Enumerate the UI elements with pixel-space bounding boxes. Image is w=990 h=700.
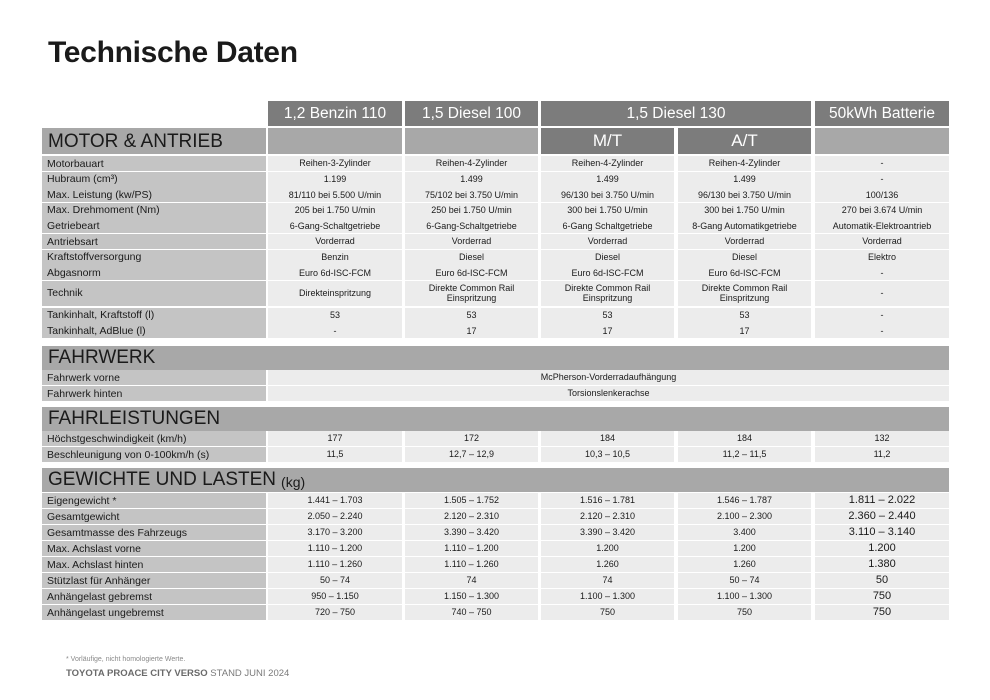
row-value: Diesel <box>678 250 811 265</box>
row-value: 270 bei 3.674 U/min <box>815 203 949 218</box>
table-row <box>42 525 949 540</box>
row-value: 1.441 – 1.703 <box>268 493 402 508</box>
col-header-battery: 50kWh Batterie <box>815 101 949 126</box>
row-label: Max. Leistung (kw/PS) <box>42 187 266 202</box>
row-value: 96/130 bei 3.750 U/min <box>678 187 811 202</box>
row-value: Vorderrad <box>815 234 949 249</box>
row-label: Technik <box>42 281 266 306</box>
row-value: 10,3 – 10,5 <box>541 447 674 462</box>
row-value: 1.499 <box>541 172 674 187</box>
row-value: Reihen-3-Zylinder <box>268 156 402 171</box>
row-value: 2.120 – 2.310 <box>405 509 538 524</box>
row-label: Max. Achslast hinten <box>42 557 266 572</box>
section-gewichte-title: GEWICHTE UND LASTEN <box>48 469 277 490</box>
row-value: 8-Gang Automatikgetriebe <box>678 218 811 233</box>
row-value: 1.100 – 1.300 <box>678 589 811 604</box>
row-value: Automatik-Elektroantrieb <box>815 218 949 233</box>
row-value: Elektro <box>815 250 949 265</box>
row-value: 1.200 <box>815 541 949 556</box>
row-value: 1.260 <box>541 557 674 572</box>
row-value: 50 – 74 <box>678 573 811 588</box>
row-value: 3.400 <box>678 525 811 540</box>
row-label: Gesamtmasse des Fahrzeugs <box>42 525 266 540</box>
row-label: Höchstgeschwindigkeit (km/h) <box>42 431 266 446</box>
row-value: 1.380 <box>815 557 949 572</box>
col-header-at: A/T <box>678 128 811 154</box>
row-value: 11,2 <box>815 447 949 462</box>
footer <box>66 668 289 679</box>
row-value: Diesel <box>405 250 538 265</box>
section-gewichte-unit: (kg) <box>281 474 306 490</box>
row-label: Max. Drehmoment (Nm) <box>42 203 266 218</box>
row-value: 6-Gang Schaltgetriebe <box>541 218 674 233</box>
table-row <box>42 203 949 218</box>
row-value: 1.200 <box>678 541 811 556</box>
row-value: 53 <box>405 308 538 323</box>
col-header-blank-battery <box>815 128 949 154</box>
row-value: 6-Gang-Schaltgetriebe <box>405 218 538 233</box>
row-value: 205 bei 1.750 U/min <box>268 203 402 218</box>
row-value: - <box>815 323 949 338</box>
row-value: 750 <box>815 589 949 604</box>
row-value: 53 <box>678 308 811 323</box>
row-value: Vorderrad <box>678 234 811 249</box>
table-row <box>42 370 949 385</box>
col-header-diesel-100: 1,5 Diesel 100 <box>405 101 538 126</box>
row-value: 184 <box>678 431 811 446</box>
row-value: 11,2 – 11,5 <box>678 447 811 462</box>
row-value: 750 <box>815 605 949 620</box>
col-header-mt: M/T <box>541 128 674 154</box>
row-value: - <box>815 172 949 187</box>
row-value: 1.110 – 1.200 <box>268 541 402 556</box>
table-row <box>42 172 949 187</box>
col-header-diesel-130: 1,5 Diesel 130 <box>541 101 811 126</box>
row-value: Euro 6d-ISC-FCM <box>268 265 402 280</box>
row-value: 6-Gang-Schaltgetriebe <box>268 218 402 233</box>
col-header-benzin-110: 1,2 Benzin 110 <box>268 101 402 126</box>
row-value: 1.546 – 1.787 <box>678 493 811 508</box>
row-value: 74 <box>405 573 538 588</box>
row-value: 1.199 <box>268 172 402 187</box>
table-row <box>42 509 949 524</box>
row-value: Euro 6d-ISC-FCM <box>678 265 811 280</box>
row-value: - <box>815 265 949 280</box>
row-value: 2.360 – 2.440 <box>815 509 949 524</box>
row-value: Euro 6d-ISC-FCM <box>405 265 538 280</box>
row-label: Anhängelast ungebremst <box>42 605 266 620</box>
table-row <box>42 308 949 323</box>
row-value: Vorderrad <box>405 234 538 249</box>
row-label: Motorbauart <box>42 156 266 171</box>
row-value: 950 – 1.150 <box>268 589 402 604</box>
row-value: 750 <box>678 605 811 620</box>
row-value: 2.120 – 2.310 <box>541 509 674 524</box>
row-value: 53 <box>541 308 674 323</box>
row-value: 53 <box>268 308 402 323</box>
row-label: Eigengewicht * <box>42 493 266 508</box>
row-value: Torsionslenkerachse <box>268 386 949 401</box>
row-value: 300 bei 1.750 U/min <box>678 203 811 218</box>
row-value: 50 <box>815 573 949 588</box>
table-row <box>42 541 949 556</box>
row-value: 3.390 – 3.420 <box>541 525 674 540</box>
row-value: 720 – 750 <box>268 605 402 620</box>
row-label: Max. Achslast vorne <box>42 541 266 556</box>
row-label: Abgasnorm <box>42 265 266 280</box>
table-row <box>42 281 949 306</box>
row-label: Anhängelast gebremst <box>42 589 266 604</box>
row-label: Gesamtgewicht <box>42 509 266 524</box>
row-value: Reihen-4-Zylinder <box>541 156 674 171</box>
row-value: - <box>815 308 949 323</box>
row-value: 300 bei 1.750 U/min <box>541 203 674 218</box>
row-value: 74 <box>541 573 674 588</box>
row-value: Benzin <box>268 250 402 265</box>
row-value: Direkte Common Rail Einspritzung <box>678 281 811 306</box>
table-row <box>42 187 949 202</box>
row-label: Fahrwerk vorne <box>42 370 266 385</box>
row-value: 184 <box>541 431 674 446</box>
row-value: 3.390 – 3.420 <box>405 525 538 540</box>
row-value: 17 <box>541 323 674 338</box>
row-value: Reihen-4-Zylinder <box>405 156 538 171</box>
row-value: 1.499 <box>678 172 811 187</box>
table-row <box>42 156 949 171</box>
row-label: Getriebeart <box>42 218 266 233</box>
row-value: Vorderrad <box>541 234 674 249</box>
row-value: 740 – 750 <box>405 605 538 620</box>
table-row <box>42 265 949 280</box>
row-value: 1.811 – 2.022 <box>815 493 949 508</box>
row-label: Tankinhalt, Kraftstoff (l) <box>42 308 266 323</box>
col-header-blank-diesel100 <box>405 128 538 154</box>
row-value: Vorderrad <box>268 234 402 249</box>
row-value: 3.170 – 3.200 <box>268 525 402 540</box>
row-label: Beschleunigung von 0-100km/h (s) <box>42 447 266 462</box>
row-value: 2.050 – 2.240 <box>268 509 402 524</box>
row-value: 100/136 <box>815 187 949 202</box>
section-fahrwerk: FAHRWERK <box>42 346 949 370</box>
row-value: 50 – 74 <box>268 573 402 588</box>
row-value: 17 <box>678 323 811 338</box>
row-value: 1.110 – 1.260 <box>268 557 402 572</box>
table-row <box>42 447 949 462</box>
row-value: Euro 6d-ISC-FCM <box>541 265 674 280</box>
row-label: Stützlast für Anhänger <box>42 573 266 588</box>
section-motor-antrieb: MOTOR & ANTRIEB <box>42 128 266 154</box>
row-value: 17 <box>405 323 538 338</box>
section-fahrleistungen: FAHRLEISTUNGEN <box>42 407 949 431</box>
table-row <box>42 605 949 620</box>
row-value: 1.516 – 1.781 <box>541 493 674 508</box>
row-value: 1.110 – 1.200 <box>405 541 538 556</box>
table-row <box>42 431 949 446</box>
row-label: Hubraum (cm³) <box>42 172 266 187</box>
row-value: 750 <box>541 605 674 620</box>
row-value: 1.499 <box>405 172 538 187</box>
row-value: 1.150 – 1.300 <box>405 589 538 604</box>
row-value: Diesel <box>541 250 674 265</box>
row-value: Direkte Common Rail Einspritzung <box>405 281 538 306</box>
row-value: - <box>815 281 949 306</box>
footer-brand: TOYOTA PROACE CITY VERSO <box>66 668 208 679</box>
row-value: 132 <box>815 431 949 446</box>
row-value: Direkteinspritzung <box>268 281 402 306</box>
row-value: Direkte Common Rail Einspritzung <box>541 281 674 306</box>
row-value: 2.100 – 2.300 <box>678 509 811 524</box>
row-value: 177 <box>268 431 402 446</box>
table-row <box>42 573 949 588</box>
row-value: - <box>815 156 949 171</box>
table-row <box>42 323 949 338</box>
page-title: Technische Daten <box>48 36 298 69</box>
footer-stand: STAND JUNI 2024 <box>210 668 290 679</box>
row-value: 172 <box>405 431 538 446</box>
col-header-blank-benzin <box>268 128 402 154</box>
row-value: 1.505 – 1.752 <box>405 493 538 508</box>
row-value: Reihen-4-Zylinder <box>678 156 811 171</box>
table-row <box>42 386 949 401</box>
table-row <box>42 589 949 604</box>
table-row <box>42 218 949 233</box>
row-value: 12,7 – 12,9 <box>405 447 538 462</box>
row-value: 75/102 bei 3.750 U/min <box>405 187 538 202</box>
table-row <box>42 493 949 508</box>
row-value: 1.100 – 1.300 <box>541 589 674 604</box>
row-value: 96/130 bei 3.750 U/min <box>541 187 674 202</box>
row-value: 1.200 <box>541 541 674 556</box>
row-label: Tankinhalt, AdBlue (l) <box>42 323 266 338</box>
footnote: * Vorläufige, nicht homologierte Werte. <box>66 656 186 663</box>
row-value: 1.260 <box>678 557 811 572</box>
row-label: Kraftstoffversorgung <box>42 250 266 265</box>
row-label: Fahrwerk hinten <box>42 386 266 401</box>
row-label: Antriebsart <box>42 234 266 249</box>
row-value: - <box>268 323 402 338</box>
row-value: 1.110 – 1.260 <box>405 557 538 572</box>
table-row <box>42 250 949 265</box>
table-row <box>42 557 949 572</box>
row-value: 81/110 bei 5.500 U/min <box>268 187 402 202</box>
row-value: McPherson-Vorderradaufhängung <box>268 370 949 385</box>
row-value: 11,5 <box>268 447 402 462</box>
row-value: 3.110 – 3.140 <box>815 525 949 540</box>
table-row <box>42 234 949 249</box>
row-value: 250 bei 1.750 U/min <box>405 203 538 218</box>
section-gewichte <box>42 468 949 492</box>
